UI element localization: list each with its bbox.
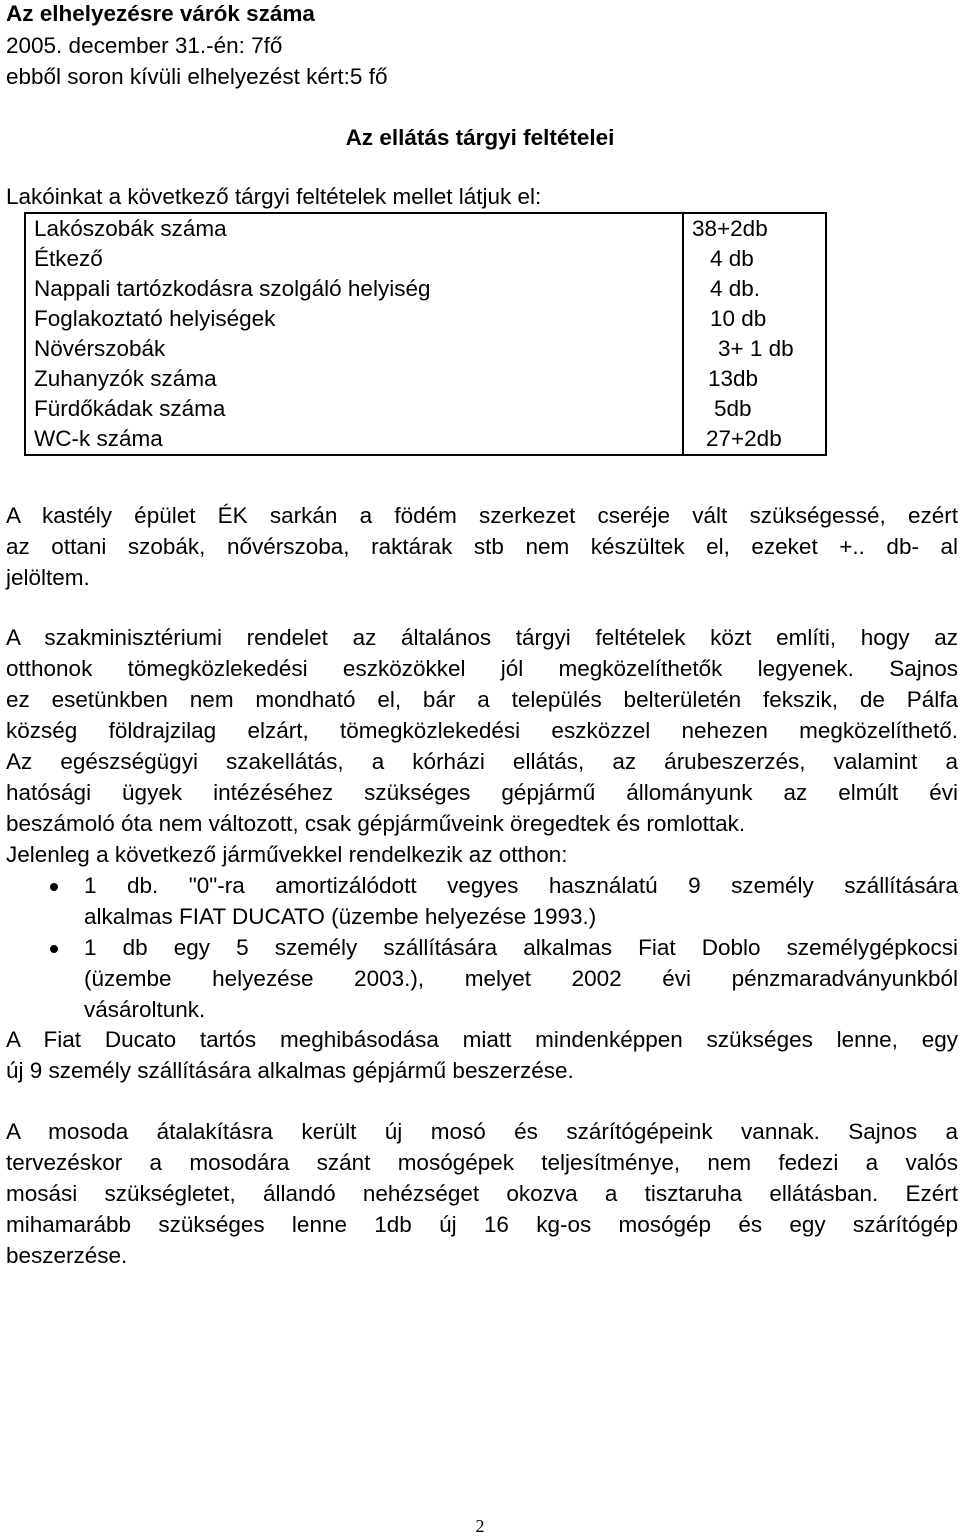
table-row [25,274,826,304]
waiting-date-count: 2005. december 31.-én: 7fő [6,33,283,58]
text-line: új 9 személy szállítására alkalmas gépjármű beszerzése. [6,1058,574,1083]
facility-label: Fürdőkádak száma [25,394,683,424]
facility-label: Zuhanyzók száma [25,364,683,394]
text-line: 1 db. "0"-ra amortizálódott vegyes használatú 9 személy szállítására [84,873,958,898]
bullet-icon [50,883,58,891]
facility-label: Nappali tartózkodásra szolgáló helyiség [25,274,683,304]
facility-value: 13db [683,364,826,394]
facility-value: 10 db [683,304,826,334]
list-item [6,932,958,1025]
text-line: A szakminisztériumi rendelet az általános tárgyi feltételek közt említi, hogy az [6,625,958,650]
text-line: otthonok tömegközlekedési eszközökkel jól megközelíthetők legyenek. Sajnos [6,656,958,681]
table-row [25,304,826,334]
text-line: alkalmas FIAT DUCATO (üzembe helyezése 1993.) [84,904,597,929]
paragraph-transport [6,622,958,870]
table-row [25,213,826,244]
text-line: A kastély épület ÉK sarkán a födém szerkezet cseréje vált szükségessé, ezért [6,503,958,528]
facility-value: 27+2db [683,424,826,455]
paragraph-laundry [6,1116,958,1271]
text-line: Az egészségügyi szakellátás, a kórházi ellátás, az árubeszerzés, valamint a [6,749,958,774]
text-line: az ottani szobák, nővérszoba, raktárak stb nem készültek el, ezeket +.. db- al [6,534,958,559]
table-row [25,334,826,364]
table-row [25,394,826,424]
text-line: A mosoda átalakításra került új mosó és szárítógépeink vannak. Sajnos a [6,1119,958,1144]
facilities-table [24,212,827,456]
facility-label: Étkező [25,244,683,274]
bullet-icon [50,945,58,953]
text-line: (üzembe helyezése 2003.), melyet 2002 évi pénzmaradványunkból [84,966,958,991]
table-row [25,244,826,274]
text-line: vásároltunk. [84,997,206,1022]
facility-value: 38+2db [683,213,826,244]
text-line: község földrajzilag elzárt, tömegközlekedési eszközzel nehezen megközelíthető. [6,718,958,743]
text-line: jelöltem. [6,565,90,590]
facility-label: Lakószobák száma [25,213,683,244]
vehicle-list [6,870,958,1025]
facility-value: 3+ 1 db [683,334,826,364]
facility-value: 4 db. [683,274,826,304]
facility-value: 5db [683,394,826,424]
text-line: Jelenleg a következő járművekkel rendelkezik az otthon: [6,842,568,867]
facility-value: 4 db [683,244,826,274]
table-row [25,364,826,394]
section-title: Az ellátás tárgyi feltételei [345,125,615,150]
page-number: 2 [475,1516,485,1536]
text-line: mosási szükségletet, állandó nehézséget okozva a tisztaruha ellátásban. Ezért [6,1181,958,1206]
text-line: tervezéskor a mosodára szánt mosógépek teljesítménye, nem fedezi a valós [6,1150,958,1175]
text-line: beszámoló óta nem változott, csak gépjárműveink öregedtek és romlottak. [6,811,746,836]
waiting-title: Az elhelyezésre várók száma [6,1,315,26]
facilities-intro: Lakóinkat a következő tárgyi feltételek mellet látjuk el: [6,184,542,209]
paragraph-ducato [6,1024,958,1086]
facility-label: Foglakoztató helyiségek [25,304,683,334]
paragraph-building [6,500,958,593]
text-line: ez esetünkben nem mondható el, bár a település belterületén fekszik, de Pálfa [6,687,958,712]
waiting-extra-count: ebből soron kívüli elhelyezést kért:5 fő [6,64,388,89]
text-line: mihamarább szükséges lenne 1db új 16 kg-os mosógép és egy szárítógép [6,1212,958,1237]
facility-label: WC-k száma [25,424,683,455]
text-line: 1 db egy 5 személy szállítására alkalmas Fiat Doblo személygépkocsi [84,935,958,960]
table-row [25,424,826,455]
text-line: hatósági ügyek intézéséhez szükséges gépjármű állományunk az elmúlt évi [6,780,958,805]
facility-label: Növérszobák [25,334,683,364]
text-line: A Fiat Ducato tartós meghibásodása miatt mindenképpen szükséges lenne, egy [6,1027,958,1052]
list-item [6,870,958,932]
text-line: beszerzése. [6,1243,128,1268]
